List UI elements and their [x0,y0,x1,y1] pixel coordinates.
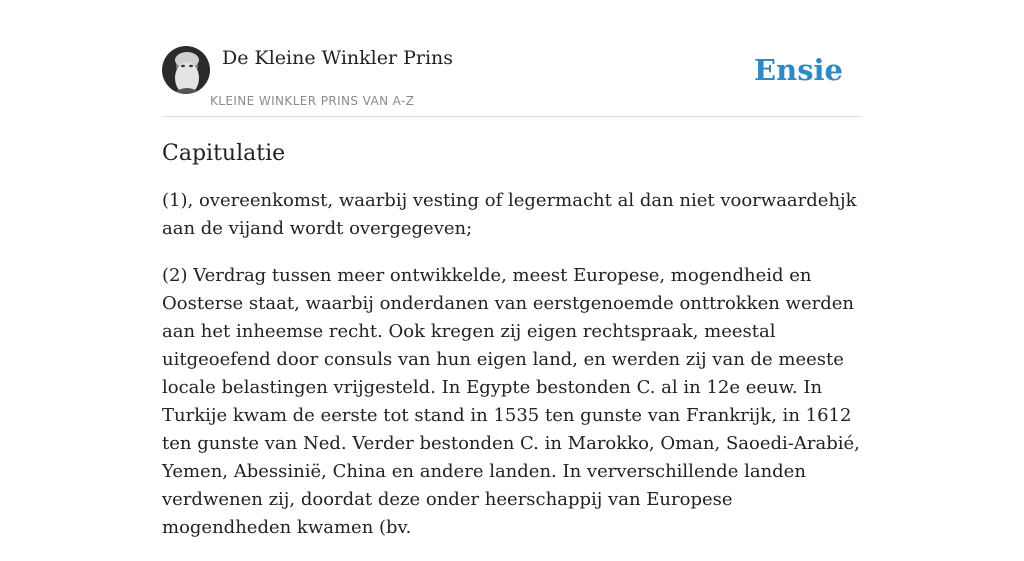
book-subtitle: KLEINE WINKLER PRINS VAN A-Z [210,94,415,108]
definition-paragraph-2: (2) Verdrag tussen meer ontwikkelde, meest Europese, mogendheid en Oosterse staat, waarbij onderdanen van eerstgenoemde onttrokken werden aan het inheemse recht. Ook kregen zij eigen rechtspraak, meestal uitgeoefend door consuls van hun eigen land, en werden zij van de meeste locale belastingen vrijgesteld. In Egypte bestonden C. al in 12e eeuw. In Turkije kwam de eerste tot stand in 1535 ten gunste van Frankrijk, in 1612 ten gunste van Ned. Verder bestonden C. in Marokko, Oman, Saoedi-Arabié, Yemen, Abessinië, China en andere landen. In ververschillende landen verdwenen zij, doordat deze onder heerschappij van Europese mogendheden kwamen (bv. [162,265,860,538]
article-content [162,139,862,561]
book-title[interactable]: De Kleine Winkler Prins [222,47,454,69]
entry-title: Capitulatie [162,141,286,166]
header [162,46,862,117]
bearded-man-portrait-icon [162,46,210,94]
definition-paragraph-1: (1), overeenkomst, waarbij vesting of legermacht al dan niet voorwaardehjk aan de vijand wordt overgegeven; [162,190,857,239]
book-avatar[interactable] [162,46,210,94]
brand-logo-link[interactable]: Ensie [754,53,843,87]
